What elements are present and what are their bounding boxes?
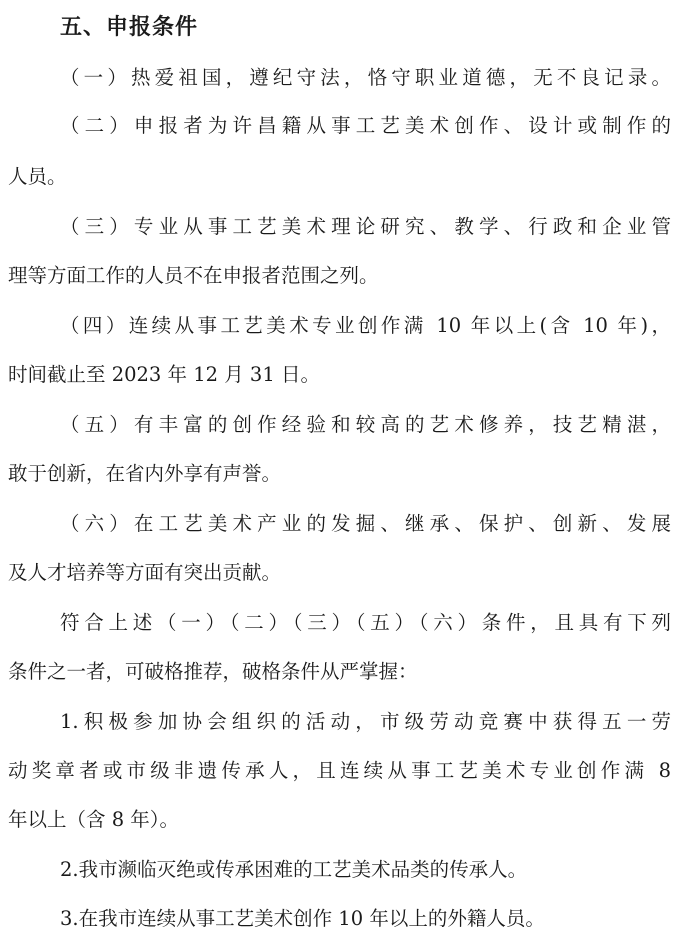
exception-3-line-1: 3.在我市连续从事工艺美术创作 10 年以上的外籍人员。	[60, 907, 545, 930]
exception-2-line-1: 2.我市濒临灭绝或传承困难的工艺美术品类的传承人。	[60, 858, 528, 881]
condition-6-line-2: 及人才培养等方面有突出贡献。	[8, 561, 282, 584]
condition-3-line-2: 理等方面工作的人员不在申报者范围之列。	[8, 264, 379, 287]
condition-4-line-1: （四）连续从事工艺美术专业创作满 10 年以上(含 10 年)，	[60, 314, 671, 337]
exception-1-line-2: 动奖章者或市级非遗传承人，且连续从事工艺美术专业创作满 8	[8, 759, 671, 782]
section-heading: 五、申报条件	[60, 15, 199, 40]
condition-3-line-1: （三）专业从事工艺美术理论研究、教学、行政和企业管	[60, 215, 671, 238]
condition-5-line-2: 敢于创新，在省内外享有声誉。	[8, 462, 282, 485]
exception-1-line-3: 年以上（含 8 年）。	[8, 808, 180, 831]
condition-6-line-1: （六）在工艺美术产业的发掘、继承、保护、创新、发展	[60, 512, 671, 535]
condition-4-line-2: 时间截止至 2023 年 12 月 31 日。	[8, 363, 320, 386]
exception-1-line-1: 1.积极参加协会组织的活动，市级劳动竞赛中获得五一劳	[60, 710, 671, 733]
exception-intro-line-1: 符合上述（一）（二）（三）（五）（六）条件，且具有下列	[60, 611, 671, 634]
condition-2-line-1: （二）申报者为许昌籍从事工艺美术创作、设计或制作的	[60, 114, 671, 137]
condition-1-line-1: （一）热爱祖国，遵纪守法，恪守职业道德，无不良记录。	[60, 66, 671, 89]
condition-2-line-2: 人员。	[8, 165, 67, 188]
condition-5-line-1: （五）有丰富的创作经验和较高的艺术修养，技艺精湛，	[60, 413, 671, 436]
exception-intro-line-2: 条件之一者，可破格推荐，破格条件从严掌握：	[8, 660, 418, 683]
